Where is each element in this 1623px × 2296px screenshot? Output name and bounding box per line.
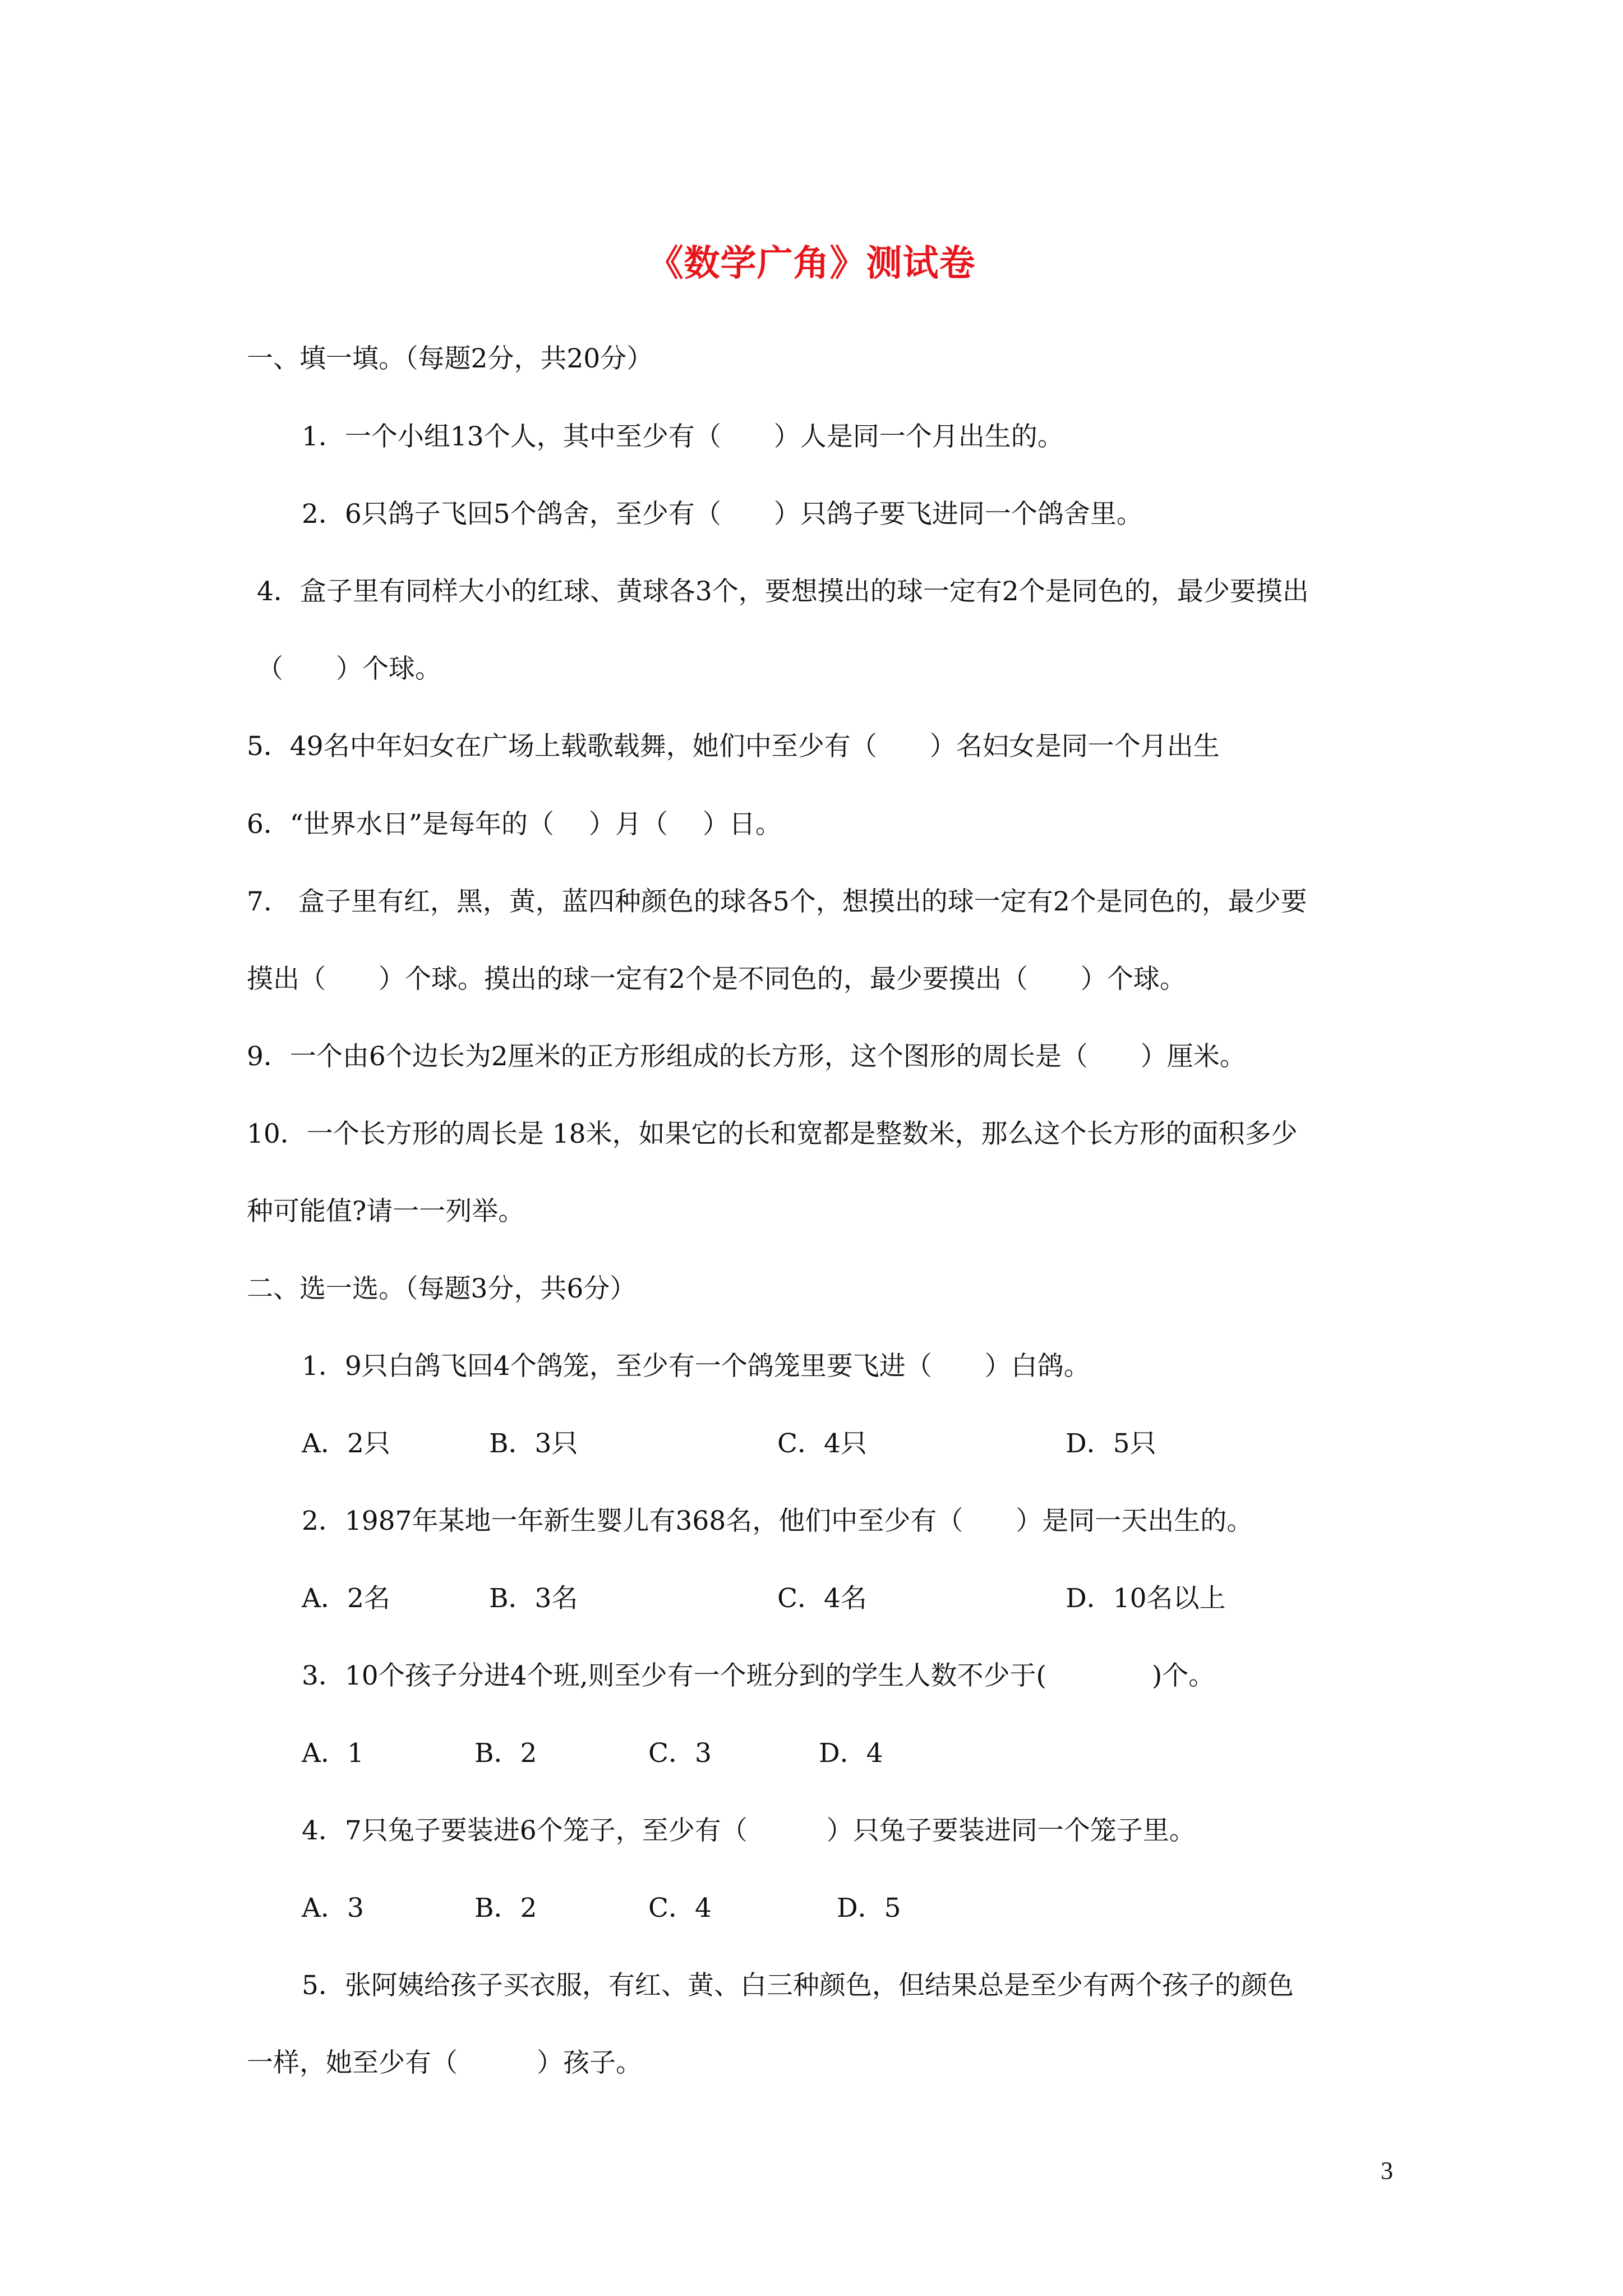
question-line: 2．6只鸽子飞回5个鸽舍，至少有（ ）只鸽子要飞进同一个鸽舍里。 [302, 499, 1143, 530]
choice-question: 3．10个孩子分进4个班,则至少有一个班分到的学生人数不少于( )个。 [302, 1660, 1215, 1691]
question-line: 摸出（ ）个球。摸出的球一定有2个是不同色的，最少要摸出（ ）个球。 [247, 964, 1186, 995]
option-a: A．1 [302, 1738, 364, 1769]
option-c: C．4只 [777, 1428, 867, 1459]
option-c: C．4 [648, 1893, 712, 1924]
option-c: C．4名 [777, 1583, 867, 1614]
choice-question: 4．7只兔子要装进6个笼子，至少有（ ）只兔子要装进同一个笼子里。 [302, 1815, 1196, 1846]
option-b: B．2 [474, 1893, 537, 1924]
question-line: 1．一个小组13个人，其中至少有（ ）人是同一个月出生的。 [302, 421, 1064, 452]
choice-question: 1．9只白鸽飞回4个鸽笼，至少有一个鸽笼里要飞进（ ）白鸽。 [302, 1351, 1090, 1382]
question-continuation: 一样，她至少有（ ）孩子。 [247, 2047, 642, 2078]
section-heading-multiple-choice: 二、选一选。（每题3分，共6分） [247, 1273, 637, 1304]
question-line: 种可能值?请一一列举。 [247, 1196, 525, 1227]
option-d: D．5 [837, 1893, 901, 1924]
question-line: 9．一个由6个边长为2厘米的正方形组成的长方形，这个图形的周长是（ ）厘米。 [247, 1041, 1246, 1072]
option-c: C．3 [648, 1738, 712, 1769]
question-line: 4．盒子里有同样大小的红球、黄球各3个，要想摸出的球一定有2个是同色的，最少要摸出 [257, 576, 1309, 607]
question-line: 5．49名中年妇女在广场上载歌载舞，她们中至少有（ ）名妇女是同一个月出生 [247, 731, 1220, 762]
question-line: （ ）个球。 [257, 654, 441, 684]
option-b: B．3只 [489, 1428, 578, 1459]
option-b: B．2 [474, 1738, 537, 1769]
section-heading-fill-in: 一、填一填。（每题2分，共20分） [247, 343, 653, 374]
choice-question: 2．1987年某地一年新生婴儿有368名，他们中至少有（ ）是同一天出生的。 [302, 1506, 1253, 1536]
option-d: D．4 [819, 1738, 883, 1769]
option-a: A．3 [302, 1893, 364, 1924]
option-b: B．3名 [489, 1583, 578, 1614]
page-title: 《数学广角》测试卷 [647, 242, 976, 284]
option-a: A．2名 [302, 1583, 390, 1614]
question-line: 6．“世界水日”是每年的（ ）月（ ）日。 [247, 809, 782, 840]
question-line: 7. 盒子里有红，黑，黄，蓝四种颜色的球各5个，想摸出的球一定有2个是同色的，最少要 [247, 886, 1307, 917]
option-d: D．5只 [1066, 1428, 1156, 1459]
question-line: 10．一个长方形的周长是 18米，如果它的长和宽都是整数米，那么这个长方形的面积多少 [247, 1119, 1298, 1149]
choice-question: 5．张阿姨给孩子买衣服，有红、黄、白三种颜色，但结果总是至少有两个孩子的颜色 [302, 1970, 1294, 2001]
option-a: A．2只 [302, 1428, 390, 1459]
page-number: 3 [1381, 2157, 1393, 2184]
option-d: D．10名以上 [1066, 1583, 1226, 1614]
